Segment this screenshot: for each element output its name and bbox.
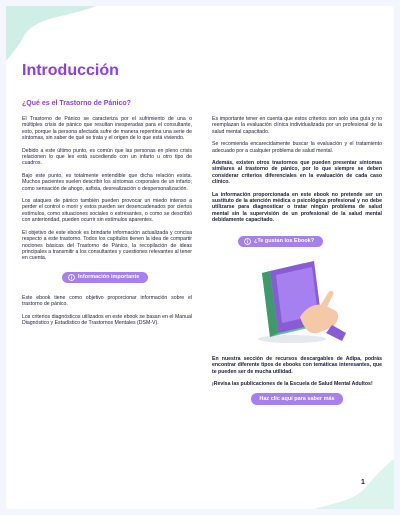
info-circle-icon	[244, 238, 251, 245]
paragraph: El objetivo de este ebook es brindarte información actualizada y concisa respecto a este trastorno. Todos los capítulos tienen la idea de compartir nociones básicas del Trastorno de Pánico, la recopilación de ideas principales a transmitir a los consultantes y cuestiones relevantes al tener en cuenta.	[22, 229, 192, 262]
paragraph: El Trastorno de Pánico se caracteriza por el sufrimiento de una o múltiples crisis de pánico que resultan inesperadas para el consultante, esto, porque la persona afectada sufre de manera repentina una serie de síntomas, sin saber de qué se trata y el origen de lo que está viviendo.	[22, 116, 192, 142]
paragraph: Los ataques de pánico también pueden provocar un miedo intenso a perder el control o morir y estos pueden ser desencadenados por ciertos estímulos, como situaciones sociales o estresantes, o como se describió con anterioridad, pueden ocurrir sin estímulos aparentes.	[22, 198, 192, 224]
paragraph: La información proporcionada en este ebook no pretende ser un sustituto de la atención médica o psicológica profesional y no debe utilizarse para diagnosticar o tratar ningún problema de salud mental sin la supervisión de un profesional de la salud mental debidamente capacitado.	[212, 191, 382, 224]
paragraph: Es importante tener en cuenta que estos criterios son solo una guía y no reemplazan la evaluación clínica individualizada por un profesional de la salud mental capacitado.	[212, 116, 382, 135]
page-number: 1	[361, 479, 365, 486]
info-badge	[62, 272, 148, 283]
corner-decoration	[314, 459, 394, 509]
section-subtitle: ¿Qué es el Trastorno de Pánico?	[22, 100, 131, 107]
right-column	[212, 116, 382, 405]
paragraph: ¡Revisa las publicaciones de la Escuela de Salud Mental Adultos!	[212, 380, 373, 387]
paragraph: Debido a este último punto, es común que las personas en pleno crisis relacionen lo que les está sucediendo con un infarto u otro tipo de cuadros.	[22, 147, 192, 167]
paragraph: Los criterios diagnósticos utilizados en este ebook se basan en el Manual Diagnóstico y Estadístico de Trastornos Mentales (DSM-V).	[22, 313, 192, 326]
paragraph: En nuestra sección de recursos descargables de Adipa, podrás encontrar diferente tipos de ebooks con temáticas interesantes, que te pueden ser de mucha utilidad.	[212, 355, 382, 375]
paragraph: Además, existen otros trastornos que pueden presentar síntomas similares al trastorno de pánico, por lo que siempre se deben considerar criterios diferenciales en la evaluación de cada caso clínico.	[212, 160, 382, 186]
paragraph: Bajo este punto, es totalmente entendible que dicha relación exista. Muchos pacientes suelen describir los síntomas corporales de un infarto; como sensación de ahogo, asfixia, desrealización o despersonalización.	[22, 172, 192, 192]
corner-decoration	[6, 6, 96, 61]
likes-badge-label: ¿Te gustan los Ebook?	[254, 238, 315, 245]
book-hand-illustration	[232, 253, 352, 345]
info-circle-icon	[68, 274, 75, 281]
left-column	[22, 116, 192, 332]
more-info-button[interactable]: Haz clic aquí para saber más	[251, 393, 343, 405]
paragraph: Este ebook tiene como objetivo proporcionar información sobre el trastorno de pánico.	[22, 294, 192, 308]
paragraph: Se recomienda encarecidamente buscar la evaluación y el tratamiento adecuado por a cualquier problema de salud mental.	[212, 141, 382, 154]
page-title: Introducción	[22, 62, 119, 79]
info-badge-label: Información importante	[78, 274, 140, 281]
likes-badge	[238, 236, 323, 247]
